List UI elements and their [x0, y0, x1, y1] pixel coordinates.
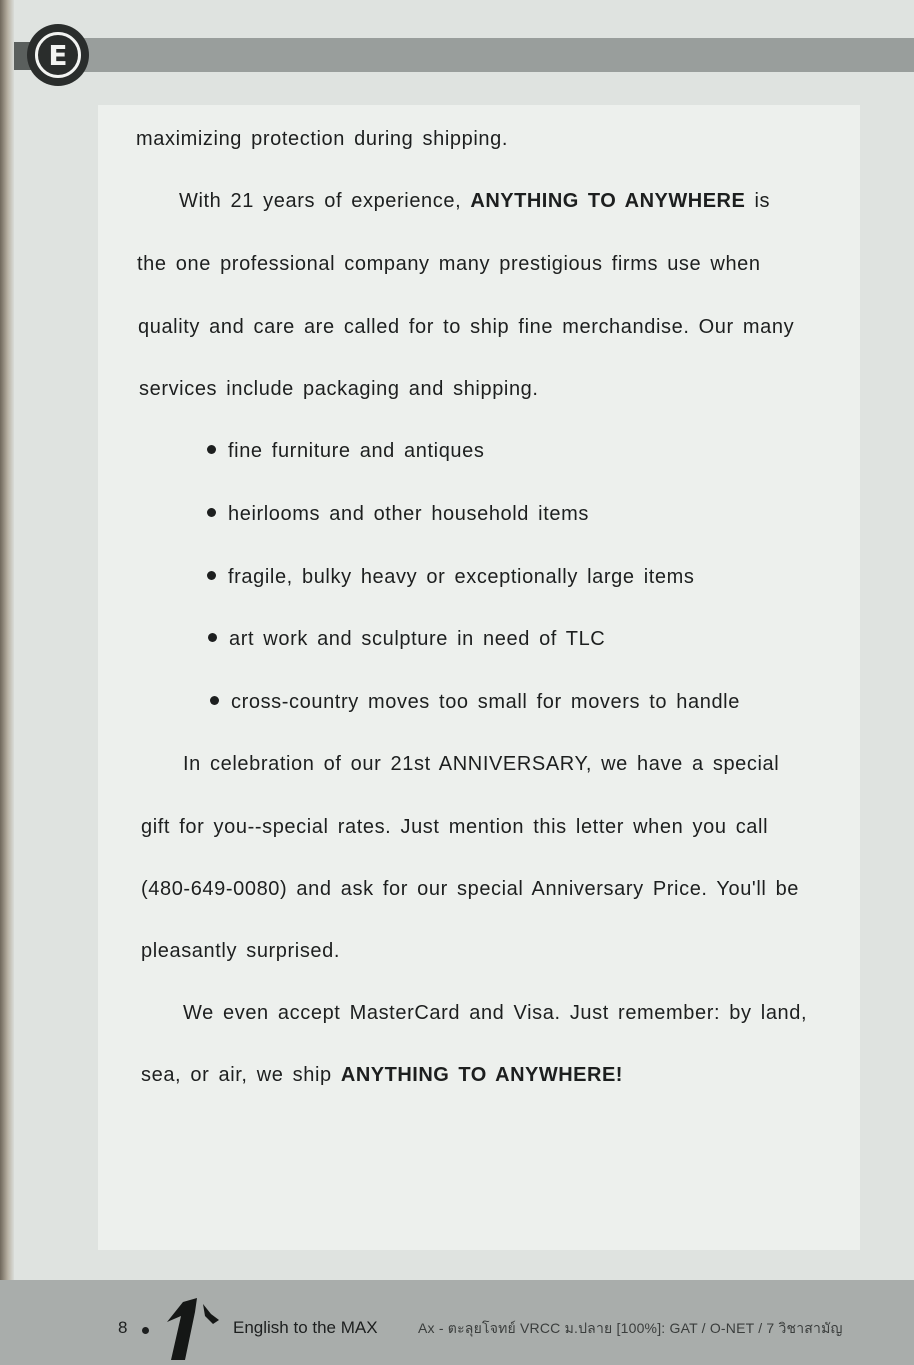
footer-separator-dot: [142, 1327, 149, 1334]
bullet-icon: [207, 508, 216, 517]
paragraph-3-line-2: [141, 1061, 623, 1089]
list-item: [210, 688, 740, 716]
list-item-text: fragile, bulky heavy or exceptionally large items: [228, 566, 695, 588]
company-name-closing: ANYTHING TO ANYWHERE!: [340, 1064, 623, 1086]
book-subtitle: Ax - ตะลุยโจทย์ VRCC ม.ปลาย [100%]: GAT / O-NET / 7 วิชาสามัญ: [418, 1320, 843, 1336]
paragraph-3-line-1: We even accept MasterCard and Visa. Just remember: by land,: [183, 1002, 808, 1024]
list-item-text: heirlooms and other household items: [228, 503, 589, 525]
paragraph-2-line-3: (480-649-0080) and ask for our special Anniversary Price. You'll be: [141, 878, 800, 900]
page-binding-edge: [0, 0, 14, 1365]
company-name: ANYTHING TO ANYWHERE: [470, 190, 746, 212]
bullet-icon: [207, 445, 216, 454]
paragraph-1-line-3: quality and care are called for to ship fine merchandise. Our many: [138, 316, 795, 338]
section-badge: [27, 24, 89, 86]
paragraph-1-line-4: services include packaging and shipping.: [139, 378, 539, 400]
paragraph-2-line-4: pleasantly surprised.: [141, 940, 341, 962]
list-item-text: cross-country moves too small for movers to handle: [231, 691, 740, 713]
list-item: [207, 500, 589, 528]
paragraph-1-line-1: [179, 187, 770, 215]
bullet-icon: [210, 696, 219, 705]
header-bar: [60, 38, 914, 72]
paragraph-2-line-2: gift for you--special rates. Just mention this letter when you call: [141, 816, 769, 838]
body-line-1: maximizing protection during shipping.: [136, 128, 508, 150]
paragraph-1-tail: is: [745, 190, 771, 212]
book-logo-icon: [155, 1294, 225, 1364]
bullet-icon: [207, 571, 216, 580]
paragraph-1-intro: With 21 years of experience,: [179, 190, 471, 212]
section-badge-letter: E: [35, 32, 81, 78]
page-number: 8: [118, 1318, 128, 1337]
list-item: [207, 563, 695, 591]
list-item-text: art work and sculpture in need of TLC: [229, 628, 606, 650]
bullet-icon: [208, 633, 217, 642]
book-title: English to the MAX: [233, 1318, 378, 1337]
list-item: [208, 625, 605, 653]
paragraph-1-line-2: the one professional company many prestigious firms use when: [137, 253, 761, 275]
list-item: [207, 437, 484, 465]
paragraph-3-intro: sea, or air, we ship: [141, 1064, 341, 1086]
paragraph-2-line-1: In celebration of our 21st ANNIVERSARY, we have a special: [183, 753, 780, 775]
list-item-text: fine furniture and antiques: [228, 440, 485, 462]
